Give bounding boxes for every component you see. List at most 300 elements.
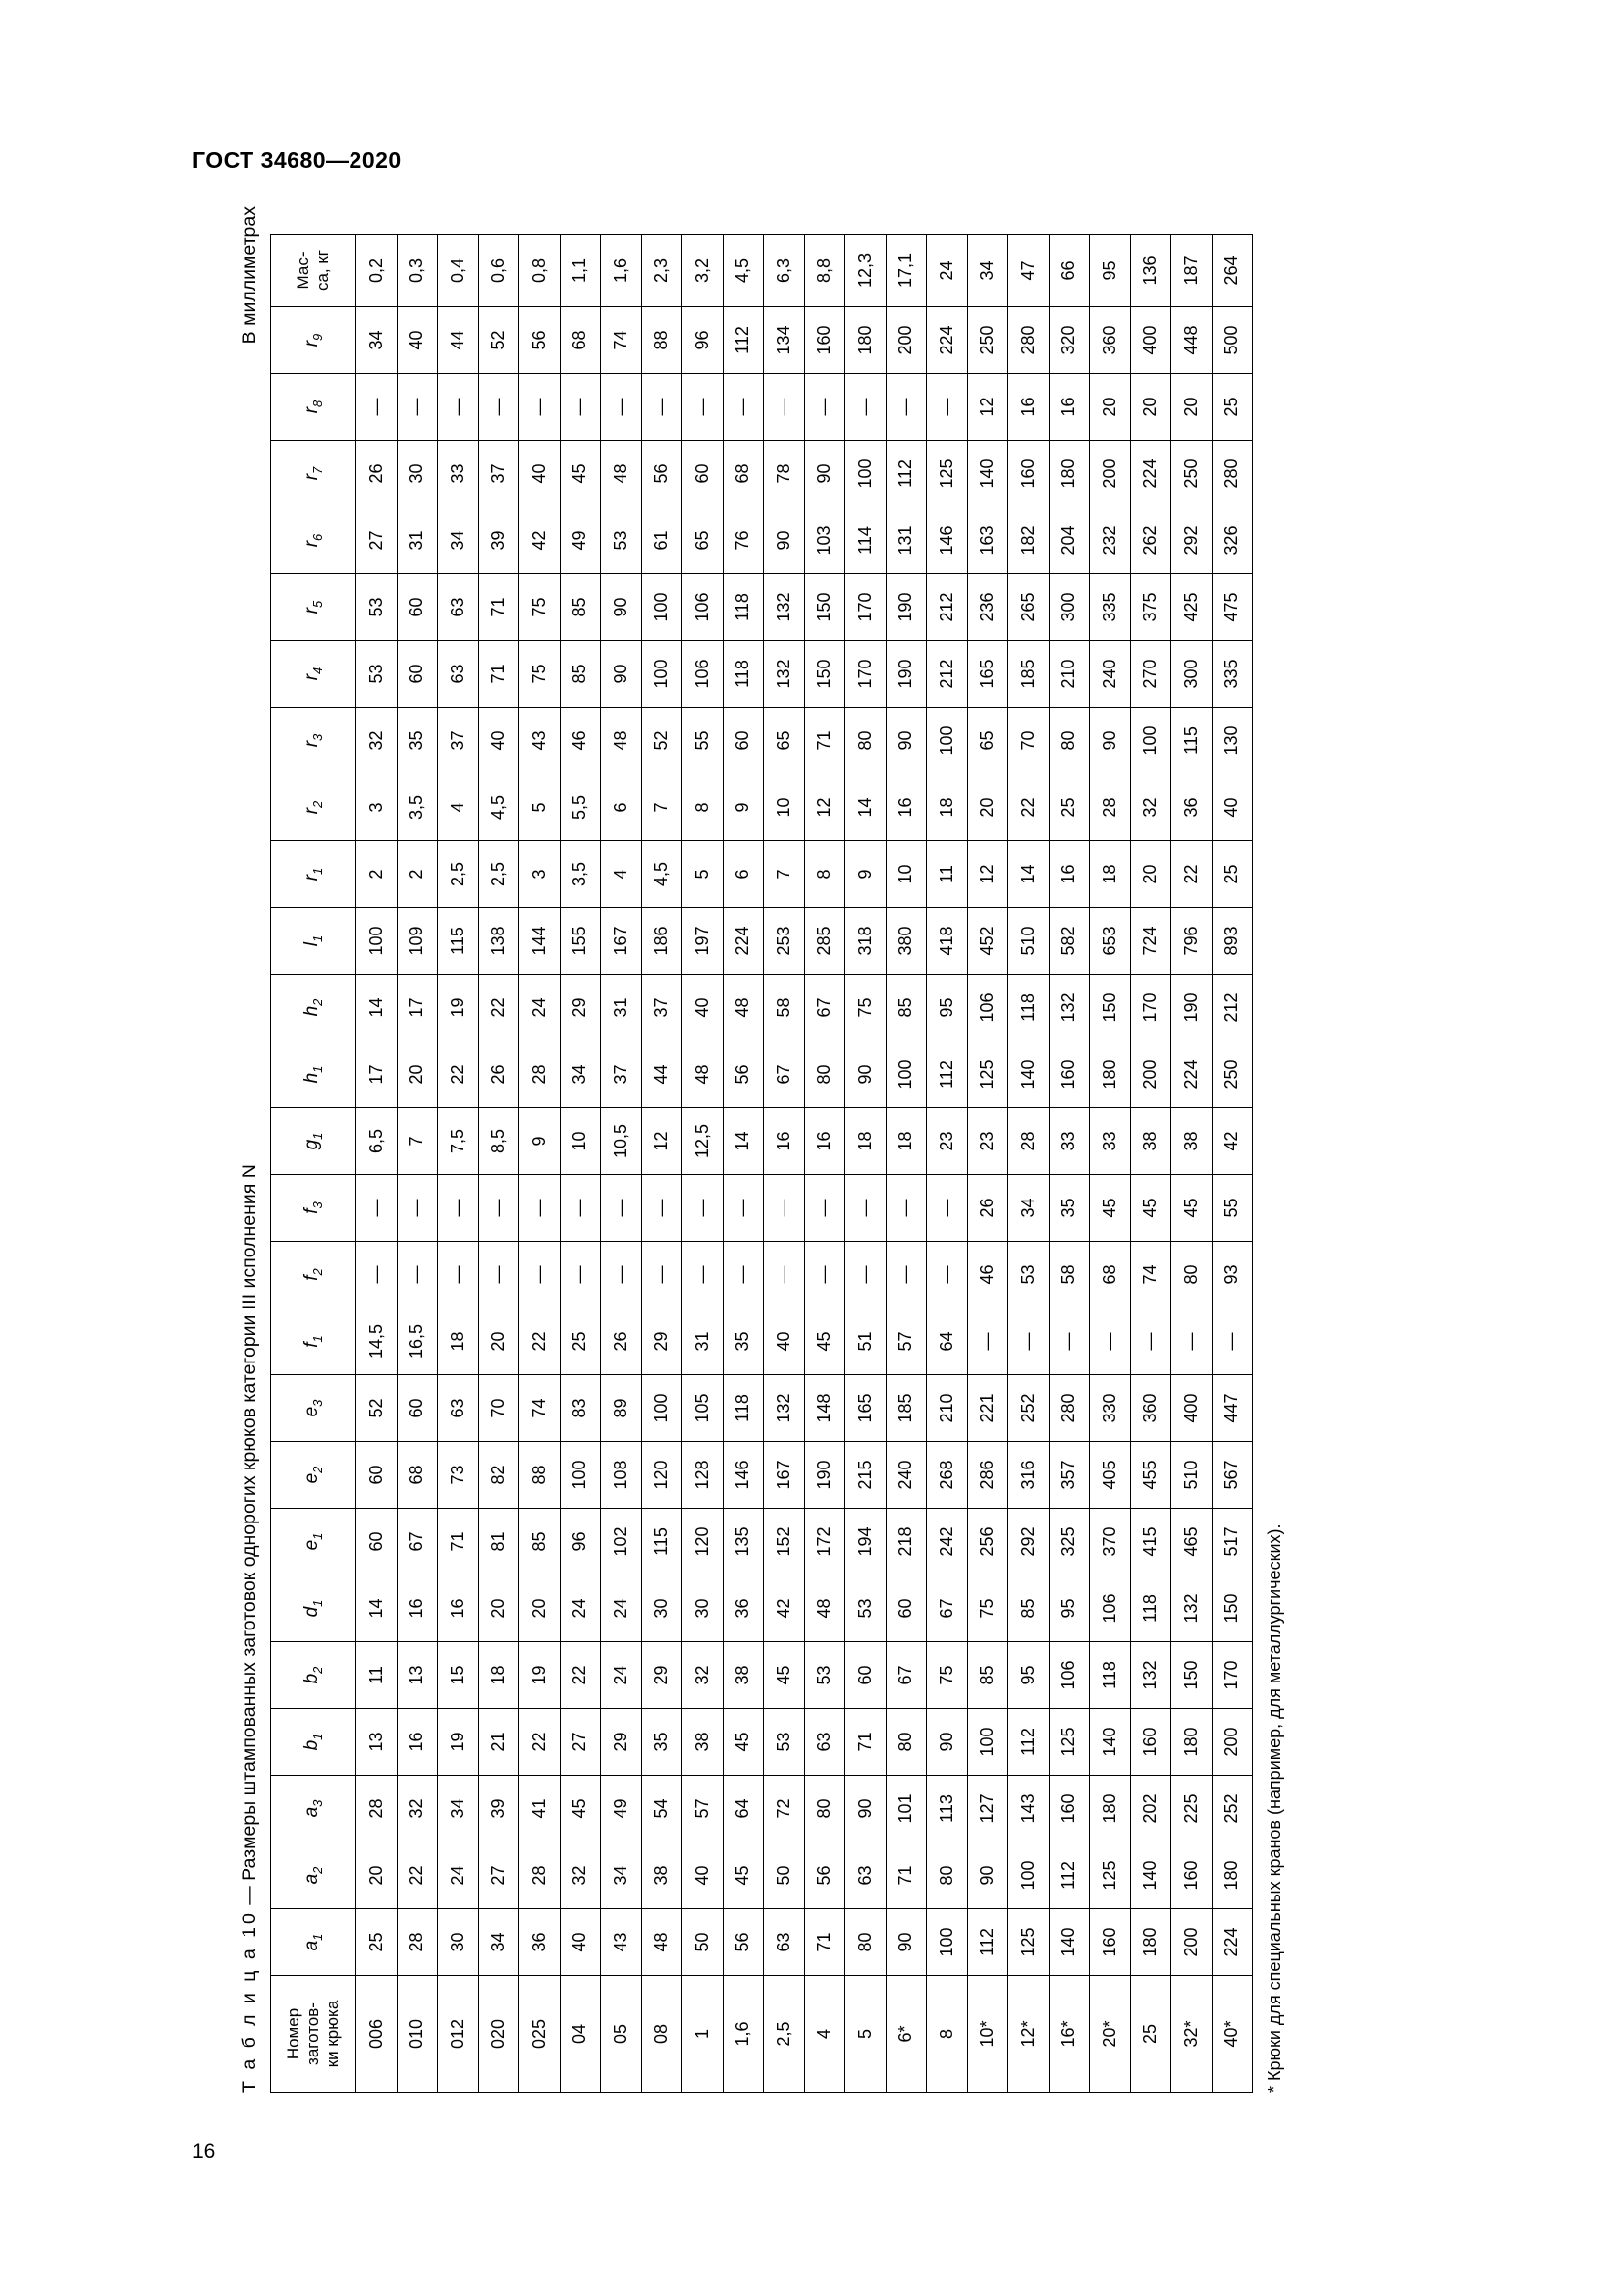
cell-value: 148	[804, 1374, 845, 1441]
col-head-blank-number: Номер заготов- ки крюка	[271, 1975, 356, 2092]
cell-value: 71	[478, 640, 519, 707]
cell-value: 280	[1212, 440, 1253, 507]
cell-value: 120	[641, 1441, 682, 1508]
cell-value: 60	[682, 440, 724, 507]
cell-value: 32	[682, 1641, 724, 1708]
col-head-r2: $r_2$	[271, 774, 356, 840]
cell-value: 36	[1171, 774, 1213, 840]
cell-value: 28	[519, 1041, 561, 1107]
cell-value: 24	[560, 1575, 601, 1641]
cell-mass: 0,8	[519, 234, 561, 306]
cell-blank-number: 12*	[1008, 1975, 1050, 2092]
cell-value: 20	[478, 1575, 519, 1641]
cell-mass: 264	[1212, 234, 1253, 306]
cell-value: 3,5	[560, 840, 601, 907]
cell-value: —	[1049, 1308, 1090, 1374]
cell-value: 185	[1008, 640, 1050, 707]
cell-value: —	[560, 1174, 601, 1241]
cell-value: 4	[438, 774, 479, 840]
cell-value: 100	[927, 1908, 968, 1975]
cell-value: 65	[764, 707, 805, 774]
cell-value: 50	[764, 1842, 805, 1908]
cell-value: 144	[519, 907, 561, 974]
col-head-b1: $b_1$	[271, 1708, 356, 1775]
cell-value: 180	[1130, 1908, 1171, 1975]
cell-value: 32	[560, 1842, 601, 1908]
cell-value: 85	[519, 1508, 561, 1575]
cell-value: 65	[967, 707, 1008, 774]
cell-value: 34	[601, 1842, 642, 1908]
cell-value: —	[927, 1241, 968, 1308]
cell-value: 44	[438, 306, 479, 373]
cell-mass: 6,3	[764, 234, 805, 306]
cell-value: 118	[723, 640, 764, 707]
cell-blank-number: 8	[927, 1975, 968, 2092]
cell-value: 24	[601, 1575, 642, 1641]
cell-value: 11	[356, 1641, 398, 1708]
cell-value: 64	[723, 1775, 764, 1842]
table-row	[478, 234, 519, 2092]
cell-value: —	[438, 373, 479, 440]
cell-value: 185	[886, 1374, 927, 1441]
cell-value: 71	[438, 1508, 479, 1575]
cell-value: 56	[641, 440, 682, 507]
cell-value: 90	[601, 573, 642, 640]
cell-value: 370	[1090, 1508, 1131, 1575]
cell-value: 85	[560, 640, 601, 707]
cell-mass: 2,3	[641, 234, 682, 306]
cell-blank-number: 1	[682, 1975, 724, 2092]
cell-blank-number: 16*	[1049, 1975, 1090, 2092]
cell-value: 114	[845, 507, 887, 573]
cell-value: 125	[1090, 1842, 1131, 1908]
cell-value: 724	[1130, 907, 1171, 974]
cell-value: 71	[886, 1842, 927, 1908]
cell-value: 165	[967, 640, 1008, 707]
cell-value: 360	[1090, 306, 1131, 373]
cell-value: 7	[764, 840, 805, 907]
table-caption-text: — Размеры штампованных заготовок однорогих крюков категории III исполнения N	[239, 1163, 260, 1910]
cell-value: 150	[1212, 1575, 1253, 1641]
cell-value: 163	[967, 507, 1008, 573]
cell-blank-number: 08	[641, 1975, 682, 2092]
cell-value: 106	[967, 974, 1008, 1041]
cell-value: 132	[764, 640, 805, 707]
cell-value: 109	[397, 907, 438, 974]
cell-value: 120	[682, 1508, 724, 1575]
cell-value: 75	[845, 974, 887, 1041]
cell-value: —	[723, 373, 764, 440]
cell-value: 88	[641, 306, 682, 373]
col-head-r4: $r_4$	[271, 640, 356, 707]
cell-value: 160	[1171, 1842, 1213, 1908]
cell-value: 202	[1130, 1775, 1171, 1842]
cell-value: 20	[397, 1041, 438, 1107]
cell-value: 182	[1008, 507, 1050, 573]
cell-value: 95	[927, 974, 968, 1041]
cell-value: 3	[519, 840, 561, 907]
cell-value: 22	[1008, 774, 1050, 840]
cell-value: 134	[764, 306, 805, 373]
cell-value: 160	[1049, 1041, 1090, 1107]
cell-value: 10	[764, 774, 805, 840]
cell-value: 131	[886, 507, 927, 573]
cell-value: 24	[601, 1641, 642, 1708]
cell-value: 60	[397, 1374, 438, 1441]
cell-value: 16	[804, 1107, 845, 1174]
cell-value: 20	[1171, 373, 1213, 440]
cell-value: 20	[519, 1575, 561, 1641]
cell-value: 75	[519, 640, 561, 707]
cell-value: 90	[927, 1708, 968, 1775]
col-head-a1: $a_1$	[271, 1908, 356, 1975]
cell-value: 53	[804, 1641, 845, 1708]
table-row	[601, 234, 642, 2092]
col-head-r6: $r_6$	[271, 507, 356, 573]
cell-value: 21	[478, 1708, 519, 1775]
cell-value: 360	[1130, 1374, 1171, 1441]
cell-value: 22	[1171, 840, 1213, 907]
table-row	[723, 234, 764, 2092]
cell-value: 326	[1212, 507, 1253, 573]
table-footnote: * Крюки для специальных кранов (например, для металлургических).	[1265, 1523, 1284, 2093]
cell-value: 46	[560, 707, 601, 774]
cell-value: 160	[1090, 1908, 1131, 1975]
cell-value: 80	[1049, 707, 1090, 774]
cell-value: 316	[1008, 1441, 1050, 1508]
table-row	[641, 234, 682, 2092]
cell-value: 70	[478, 1374, 519, 1441]
table-row	[1130, 234, 1171, 2092]
cell-value: 9	[845, 840, 887, 907]
cell-mass: 8,8	[804, 234, 845, 306]
cell-value: 252	[1008, 1374, 1050, 1441]
cell-value: —	[478, 1174, 519, 1241]
cell-value: 19	[519, 1641, 561, 1708]
cell-value: 34	[438, 1775, 479, 1842]
cell-value: 5	[682, 840, 724, 907]
cell-value: —	[682, 1174, 724, 1241]
cell-value: 40	[764, 1308, 805, 1374]
cell-value: —	[601, 1241, 642, 1308]
cell-value: 70	[1008, 707, 1050, 774]
cell-value: 8	[682, 774, 724, 840]
cell-value: 83	[560, 1374, 601, 1441]
cell-value: 218	[886, 1508, 927, 1575]
cell-value: 155	[560, 907, 601, 974]
cell-value: 140	[1008, 1041, 1050, 1107]
cell-value: 170	[845, 640, 887, 707]
cell-value: 53	[845, 1575, 887, 1641]
cell-value: 46	[967, 1241, 1008, 1308]
cell-value: 36	[723, 1575, 764, 1641]
cell-value: 212	[927, 640, 968, 707]
cell-value: 38	[723, 1641, 764, 1708]
cell-value: 100	[356, 907, 398, 974]
cell-value: 14	[845, 774, 887, 840]
cell-value: 18	[886, 1107, 927, 1174]
cell-value: 22	[397, 1842, 438, 1908]
col-head-b2: $b_2$	[271, 1641, 356, 1708]
cell-value: —	[601, 373, 642, 440]
cell-value: 73	[438, 1441, 479, 1508]
cell-value: 22	[560, 1641, 601, 1708]
table-row	[804, 234, 845, 2092]
cell-value: 197	[682, 907, 724, 974]
col-head-l1: $l_1$	[271, 907, 356, 974]
cell-value: 14,5	[356, 1308, 398, 1374]
cell-value: 204	[1049, 507, 1090, 573]
col-head-r5: $r_5$	[271, 573, 356, 640]
hook-blank-dimensions-table	[270, 234, 1253, 2093]
col-head-g1: $g_1$	[271, 1107, 356, 1174]
cell-value: 9	[519, 1107, 561, 1174]
cell-value: 160	[1049, 1775, 1090, 1842]
col-head-e3: $e_3$	[271, 1374, 356, 1441]
cell-mass: 0,3	[397, 234, 438, 306]
cell-value: 75	[967, 1575, 1008, 1641]
cell-value: 100	[641, 1374, 682, 1441]
cell-value: 250	[967, 306, 1008, 373]
cell-value: 80	[927, 1842, 968, 1908]
table-row	[1008, 234, 1050, 2092]
cell-value: 32	[356, 707, 398, 774]
table-row	[1171, 234, 1213, 2092]
cell-value: 16	[397, 1575, 438, 1641]
cell-value: 60	[397, 640, 438, 707]
cell-value: 56	[804, 1842, 845, 1908]
cell-value: 128	[682, 1441, 724, 1508]
table-row	[1212, 234, 1253, 2092]
cell-value: 29	[601, 1708, 642, 1775]
cell-value: 27	[478, 1842, 519, 1908]
cell-value: 224	[723, 907, 764, 974]
cell-value: 425	[1171, 573, 1213, 640]
cell-value: 400	[1130, 306, 1171, 373]
cell-value: 240	[1090, 640, 1131, 707]
cell-value: 25	[1049, 774, 1090, 840]
cell-value: 43	[519, 707, 561, 774]
cell-blank-number: 2,5	[764, 1975, 805, 2092]
cell-value: 39	[478, 1775, 519, 1842]
cell-value: —	[682, 373, 724, 440]
cell-value: 7	[397, 1107, 438, 1174]
cell-value: 100	[560, 1441, 601, 1508]
cell-blank-number: 32*	[1171, 1975, 1213, 2092]
cell-value: 23	[967, 1107, 1008, 1174]
cell-value: 190	[886, 573, 927, 640]
cell-value: 24	[438, 1842, 479, 1908]
cell-value: 58	[1049, 1241, 1090, 1308]
cell-value: 118	[1008, 974, 1050, 1041]
cell-value: 55	[682, 707, 724, 774]
cell-mass: 17,1	[886, 234, 927, 306]
cell-value: 190	[1171, 974, 1213, 1041]
cell-mass: 136	[1130, 234, 1171, 306]
cell-value: 138	[478, 907, 519, 974]
cell-value: 34	[478, 1908, 519, 1975]
cell-value: —	[927, 1174, 968, 1241]
cell-value: 796	[1171, 907, 1213, 974]
cell-value: 130	[1212, 707, 1253, 774]
cell-value: 18	[845, 1107, 887, 1174]
col-head-mass: Мас- са, кг	[271, 234, 356, 306]
cell-value: 112	[723, 306, 764, 373]
cell-value: —	[397, 1174, 438, 1241]
cell-value: 17	[356, 1041, 398, 1107]
cell-value: 96	[560, 1508, 601, 1575]
cell-value: 140	[967, 440, 1008, 507]
cell-value: 36	[519, 1908, 561, 1975]
cell-value: 90	[845, 1775, 887, 1842]
cell-value: 270	[1130, 640, 1171, 707]
cell-value: 115	[438, 907, 479, 974]
cell-value: 380	[886, 907, 927, 974]
cell-value: 78	[764, 440, 805, 507]
cell-value: 45	[560, 440, 601, 507]
cell-value: 80	[1171, 1241, 1213, 1308]
cell-value: 25	[1212, 840, 1253, 907]
cell-value: —	[886, 1241, 927, 1308]
cell-value: 115	[641, 1508, 682, 1575]
cell-value: 22	[478, 974, 519, 1041]
cell-value: 100	[927, 707, 968, 774]
cell-value: 8	[804, 840, 845, 907]
cell-value: —	[1090, 1308, 1131, 1374]
cell-value: 125	[1049, 1708, 1090, 1775]
cell-value: 45	[723, 1842, 764, 1908]
cell-value: 335	[1212, 640, 1253, 707]
cell-value: 40	[397, 306, 438, 373]
cell-value: 448	[1171, 306, 1213, 373]
cell-value: 320	[1049, 306, 1090, 373]
cell-value: 85	[967, 1641, 1008, 1708]
cell-value: —	[764, 1241, 805, 1308]
table-row	[845, 234, 887, 2092]
cell-value: —	[927, 373, 968, 440]
cell-value: 125	[927, 440, 968, 507]
cell-value: 90	[764, 507, 805, 573]
cell-value: 106	[1049, 1641, 1090, 1708]
cell-value: 125	[967, 1041, 1008, 1107]
cell-value: 35	[723, 1308, 764, 1374]
cell-value: 242	[927, 1508, 968, 1575]
col-head-r1: $r_1$	[271, 840, 356, 907]
cell-value: 7	[641, 774, 682, 840]
cell-value: 95	[1049, 1575, 1090, 1641]
table-row	[1090, 234, 1131, 2092]
cell-value: 517	[1212, 1508, 1253, 1575]
cell-value: 8,5	[478, 1107, 519, 1174]
cell-value: 9	[723, 774, 764, 840]
cell-value: 300	[1171, 640, 1213, 707]
cell-value: 101	[886, 1775, 927, 1842]
cell-value: 186	[641, 907, 682, 974]
cell-value: —	[764, 1174, 805, 1241]
cell-value: 27	[356, 507, 398, 573]
cell-value: 68	[397, 1441, 438, 1508]
cell-value: 40	[1212, 774, 1253, 840]
cell-value: 100	[641, 573, 682, 640]
cell-value: 150	[1090, 974, 1131, 1041]
cell-value: 200	[1212, 1708, 1253, 1775]
cell-value: 68	[723, 440, 764, 507]
cell-value: 25	[1212, 373, 1253, 440]
cell-mass: 34	[967, 234, 1008, 306]
cell-value: 63	[845, 1842, 887, 1908]
cell-value: 135	[723, 1508, 764, 1575]
cell-value: 33	[1090, 1107, 1131, 1174]
cell-value: 90	[886, 1908, 927, 1975]
units-note: В миллиметрах	[239, 205, 260, 344]
cell-value: 400	[1171, 1374, 1213, 1441]
cell-value: 2	[356, 840, 398, 907]
cell-value: 29	[641, 1308, 682, 1374]
cell-value: 280	[1049, 1374, 1090, 1441]
cell-value: 37	[438, 707, 479, 774]
cell-value: 90	[967, 1842, 1008, 1908]
cell-value: 67	[764, 1041, 805, 1107]
cell-value: —	[804, 373, 845, 440]
cell-value: 465	[1171, 1508, 1213, 1575]
cell-value: 28	[519, 1842, 561, 1908]
cell-value: 14	[723, 1107, 764, 1174]
cell-value: 19	[438, 1708, 479, 1775]
cell-value: 38	[1130, 1107, 1171, 1174]
cell-value: 125	[1008, 1908, 1050, 1975]
cell-value: —	[478, 1241, 519, 1308]
cell-value: 6,5	[356, 1107, 398, 1174]
cell-value: 72	[764, 1775, 805, 1842]
cell-value: 180	[845, 306, 887, 373]
cell-value: 68	[1090, 1241, 1131, 1308]
cell-blank-number: 40*	[1212, 1975, 1253, 2092]
cell-value: 16	[397, 1708, 438, 1775]
cell-value: 100	[1008, 1842, 1050, 1908]
cell-value: 292	[1171, 507, 1213, 573]
cell-value: 3,5	[397, 774, 438, 840]
cell-mass: 0,2	[356, 234, 398, 306]
cell-value: 335	[1090, 573, 1131, 640]
cell-value: 180	[1049, 440, 1090, 507]
cell-value: 67	[397, 1508, 438, 1575]
table-row	[764, 234, 805, 2092]
cell-value: 60	[886, 1575, 927, 1641]
cell-value: 140	[1130, 1842, 1171, 1908]
cell-value: 26	[356, 440, 398, 507]
cell-value: 132	[764, 573, 805, 640]
cell-value: 132	[1130, 1641, 1171, 1708]
cell-value: 45	[1090, 1174, 1131, 1241]
cell-value: —	[560, 373, 601, 440]
table-row	[397, 234, 438, 2092]
cell-value: 268	[927, 1441, 968, 1508]
cell-value: 112	[967, 1908, 1008, 1975]
cell-value: 212	[1212, 974, 1253, 1041]
cell-value: 25	[356, 1908, 398, 1975]
cell-value: 60	[397, 573, 438, 640]
cell-value: 53	[764, 1708, 805, 1775]
cell-value: 236	[967, 573, 1008, 640]
cell-value: 90	[845, 1041, 887, 1107]
cell-value: 200	[1171, 1908, 1213, 1975]
cell-value: 12	[804, 774, 845, 840]
cell-value: 43	[601, 1908, 642, 1975]
cell-value: 48	[641, 1908, 682, 1975]
cell-value: 17	[397, 974, 438, 1041]
col-head-r8: $r_8$	[271, 373, 356, 440]
cell-value: 82	[478, 1441, 519, 1508]
